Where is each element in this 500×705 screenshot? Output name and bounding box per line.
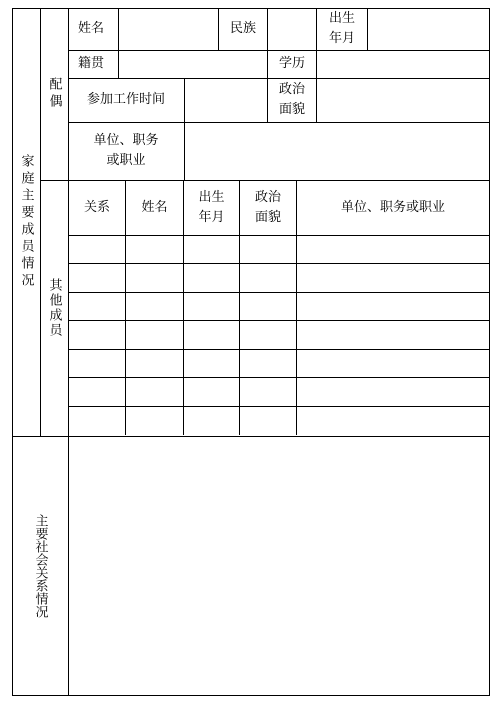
spouse-political-label: 政治 面貌 xyxy=(278,82,305,117)
other-members-cell[interactable] xyxy=(240,236,296,263)
spouse-name-field[interactable] xyxy=(119,8,219,50)
other-members-cell[interactable] xyxy=(69,264,125,292)
other-members-cell[interactable] xyxy=(126,407,183,434)
other-members-cell[interactable] xyxy=(240,264,296,292)
spouse-native-place-label: 籍贯 xyxy=(78,56,105,71)
other-members-cell[interactable] xyxy=(297,264,489,292)
other-members-cell[interactable] xyxy=(69,236,125,263)
other-members-cell[interactable] xyxy=(297,321,489,349)
other-members-cell[interactable] xyxy=(297,350,489,377)
other-members-cell[interactable] xyxy=(184,321,239,349)
other-members-cell[interactable] xyxy=(126,378,183,406)
spouse-work-start-label: 参加工作时间 xyxy=(86,92,165,107)
other-members-group-label: 其他成员 xyxy=(46,278,62,338)
other-members-cell[interactable] xyxy=(297,378,489,406)
other-members-cell[interactable] xyxy=(126,321,183,349)
spouse-birth-field[interactable] xyxy=(368,8,489,50)
spouse-ethnicity-label: 民族 xyxy=(229,21,256,36)
spouse-education-label: 学历 xyxy=(278,56,305,71)
table-border-right xyxy=(489,8,490,696)
spouse-education-field[interactable] xyxy=(317,50,489,78)
other-members-cell[interactable] xyxy=(240,321,296,349)
other-members-cell[interactable] xyxy=(69,321,125,349)
other-members-cell[interactable] xyxy=(297,293,489,320)
other-members-header-4: 单位、职务或职业 xyxy=(340,200,445,215)
other-members-cell[interactable] xyxy=(126,264,183,292)
other-members-cell[interactable] xyxy=(184,378,239,406)
spouse-work-start-field[interactable] xyxy=(185,78,267,122)
table-border-bottom xyxy=(12,695,490,696)
spouse-birth-label: 出生 年月 xyxy=(328,11,355,46)
other-members-cell[interactable] xyxy=(240,293,296,320)
other-members-cell[interactable] xyxy=(184,264,239,292)
other-members-cell[interactable] xyxy=(126,236,183,263)
spouse-name-label: 姓名 xyxy=(78,21,105,36)
other-members-header-0: 关系 xyxy=(83,200,110,215)
other-members-cell[interactable] xyxy=(126,350,183,377)
other-members-header-1: 姓名 xyxy=(141,200,168,215)
other-members-cell[interactable] xyxy=(69,350,125,377)
other-members-cell[interactable] xyxy=(184,236,239,263)
spouse-political-field[interactable] xyxy=(317,78,489,122)
other-members-cell[interactable] xyxy=(69,378,125,406)
other-members-cell[interactable] xyxy=(184,407,239,434)
spouse-employer-label: 单位、职务 或职业 xyxy=(93,133,159,168)
other-members-cell[interactable] xyxy=(240,407,296,434)
other-members-cell[interactable] xyxy=(126,293,183,320)
other-members-cell[interactable] xyxy=(184,293,239,320)
other-members-cell[interactable] xyxy=(184,350,239,377)
other-members-cell[interactable] xyxy=(297,236,489,263)
social-relations-field[interactable] xyxy=(69,437,489,695)
spouse-ethnicity-field[interactable] xyxy=(268,8,316,50)
other-members-cell[interactable] xyxy=(69,293,125,320)
other-members-cell[interactable] xyxy=(240,378,296,406)
other-members-cell[interactable] xyxy=(240,350,296,377)
spouse-native-place-field[interactable] xyxy=(119,50,267,78)
family-section-label: 家庭主要成员情况 xyxy=(18,154,34,290)
social-relations-section-label: 主要社会关系情况 xyxy=(32,513,48,618)
other-members-cell[interactable] xyxy=(297,407,489,434)
other-members-header-2: 出生 年月 xyxy=(198,190,225,225)
spouse-group-label: 配偶 xyxy=(46,77,62,111)
spouse-employer-field[interactable] xyxy=(185,122,489,180)
other-members-header-3: 政治 面貌 xyxy=(254,190,281,225)
other-members-cell[interactable] xyxy=(69,407,125,434)
